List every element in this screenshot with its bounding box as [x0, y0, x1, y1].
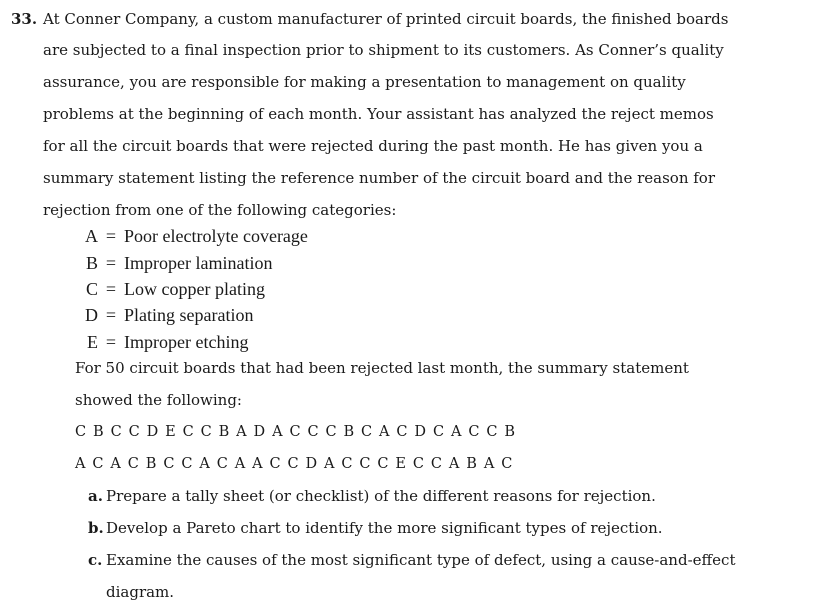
- category-label: Improper lamination: [124, 253, 273, 273]
- category-code: A: [85, 226, 98, 246]
- category-code: C: [85, 279, 98, 299]
- equals-sign: =: [105, 305, 117, 325]
- category-item-c: [78, 278, 265, 300]
- category-label: Plating separation: [124, 305, 254, 325]
- part-label: a.: [88, 487, 103, 505]
- category-code: B: [85, 253, 98, 273]
- rejection-sequence-line: A C A C B C C A C A A C C D A C C C E C C A B A C: [75, 456, 514, 472]
- intro-line: rejection from one of the following categories:: [43, 201, 397, 219]
- equals-sign: =: [105, 226, 117, 246]
- part-label: c.: [88, 551, 103, 569]
- category-item-b: [78, 252, 272, 274]
- problem-number: 33.: [11, 10, 38, 28]
- equals-sign: =: [105, 279, 117, 299]
- summary-line: For 50 circuit boards that had been rejected last month, the summary statement: [75, 359, 689, 377]
- category-label: Improper etching: [124, 332, 249, 352]
- part-text: Develop a Pareto chart to identify the more significant types of rejection.: [106, 519, 663, 537]
- intro-line: assurance, you are responsible for making a presentation to management on quality: [43, 73, 686, 91]
- part-text: Examine the causes of the most significant type of defect, using a cause-and-effect: [106, 551, 736, 569]
- category-item-a: [78, 225, 308, 247]
- category-code: D: [85, 305, 98, 325]
- question-part-b: [88, 518, 663, 538]
- equals-sign: =: [105, 253, 117, 273]
- intro-line: At Conner Company, a custom manufacturer of printed circuit boards, the finished boards: [43, 10, 729, 28]
- category-label: Poor electrolyte coverage: [124, 226, 308, 246]
- question-part-a: [88, 486, 656, 506]
- part-continuation: diagram.: [106, 583, 175, 601]
- category-label: Low copper plating: [124, 279, 265, 299]
- category-item-d: [78, 304, 253, 326]
- intro-line: are subjected to a final inspection prior to shipment to its customers. As Conner’s quality: [43, 41, 724, 59]
- category-item-e: [78, 331, 248, 353]
- rejection-sequence-line: C B C C D E C C B A D A C C C B C A C D C A C C B: [75, 424, 517, 440]
- equals-sign: =: [105, 332, 117, 352]
- part-text: Prepare a tally sheet (or checklist) of the different reasons for rejection.: [106, 487, 656, 505]
- part-label: b.: [88, 519, 104, 537]
- category-code: E: [87, 332, 98, 352]
- intro-line: summary statement listing the reference number of the circuit board and the reason for: [43, 169, 715, 187]
- intro-line: problems at the beginning of each month. Your assistant has analyzed the reject memos: [43, 105, 714, 123]
- intro-line: for all the circuit boards that were rejected during the past month. He has given you a: [43, 137, 703, 155]
- question-part-c: [88, 550, 735, 570]
- summary-line: showed the following:: [75, 391, 242, 409]
